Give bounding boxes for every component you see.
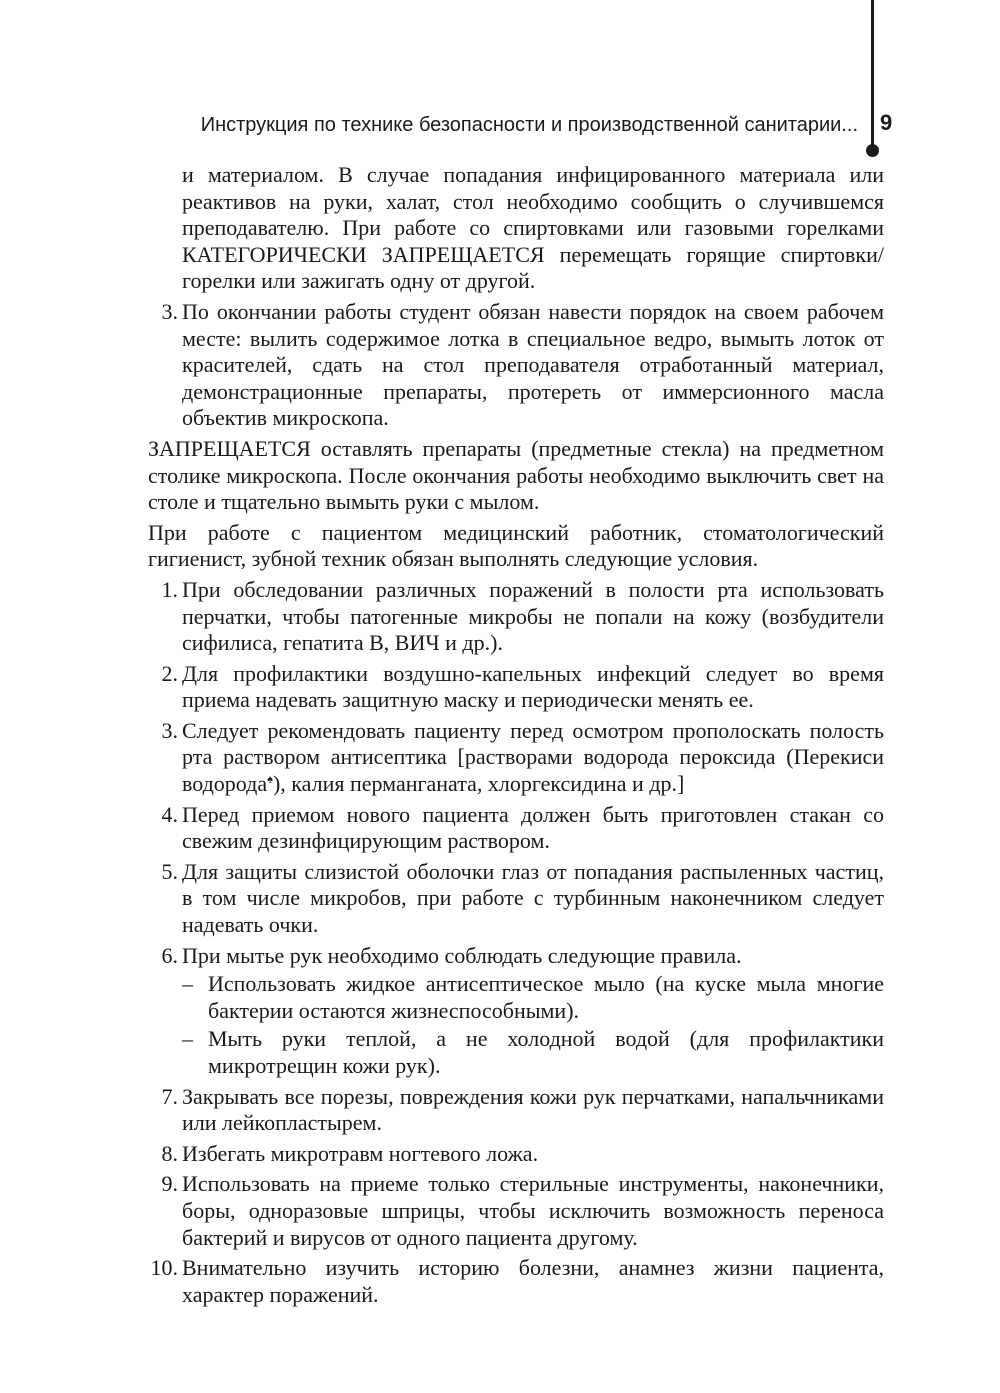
handwash-rule-1 xyxy=(148,971,884,1024)
list-number: 5. xyxy=(161,858,178,884)
list-text: Для защиты слизистой оболочки глаз от попадания распыленных частиц, в том числе микробов, при работе с турбинным наконечником следует надевать очки. xyxy=(182,858,884,938)
list-text: При мытье рук необходимо соблюдать следующие правила. xyxy=(182,942,742,968)
continuation-paragraph: и материалом. В случае попадания инфицированного материала или реактивов на руки, халат, стол необходимо сообщить о случившемся преподавателю. При работе со спиртовками или газовыми горелками КАТЕГОРИЧЕСКИ ЗАПРЕЩАЕТСЯ перемещать горящие спиртовки/горелки или зажигать одну от другой. xyxy=(182,162,884,294)
page-body xyxy=(148,162,884,1308)
page-number: 9 xyxy=(880,110,893,135)
list-text: Избегать микротравм ногтевого ложа. xyxy=(182,1140,539,1166)
list-text-after: ), калия перманганата, хлоргексидина и др.] xyxy=(272,771,685,797)
rule-item-4 xyxy=(148,802,884,855)
list-text: Использовать жидкое антисептическое мыло (на куске мыла многие бактерии остаются жизнеспособными). xyxy=(208,971,884,1023)
list-text: Мыть руки теплой, а не холодной водой (для профилактики микротрещин кожи рук). xyxy=(208,1026,884,1078)
running-title: Инструкция по технике безопасности и производственной санитарии... xyxy=(200,114,858,136)
list-number: 6. xyxy=(161,942,178,968)
rule-item-3 xyxy=(148,718,884,798)
rule-item-10 xyxy=(148,1255,884,1308)
list-text: Перед приемом нового пациента должен быть приготовлен стакан со свежим дезинфицирующим раствором. xyxy=(182,801,884,854)
list-number: 3. xyxy=(161,717,178,743)
list-number: 9. xyxy=(161,1171,178,1197)
page-marker-line xyxy=(871,0,874,148)
handwash-rule-2 xyxy=(148,1026,884,1079)
list-text: По окончании работы студент обязан навести порядок на своем рабочем месте: вылить содержимое лотка в специальное ведро, вымыть лоток от красителей, сдать на стол преподавателя отработанный материал, демонстрационные препараты, протереть от иммерсионного масла объектив микроскопа. xyxy=(182,298,884,431)
list-number: 2. xyxy=(161,660,178,686)
list-number: 8. xyxy=(161,1140,178,1166)
list-text: Внимательно изучить историю болезни, анамнез жизни пациента, характер поражений. xyxy=(182,1255,884,1307)
list-number: 3. xyxy=(161,298,178,324)
rule-item-7 xyxy=(148,1084,884,1137)
paragraph-patient-text: При работе с пациентом медицинский работник, стоматологический гигиенист, зубной техник обязан выполнять следующие условия. xyxy=(148,519,884,572)
drug-mark: ♠ xyxy=(267,773,273,786)
rule-item-8 xyxy=(148,1141,884,1168)
rule-item-6 xyxy=(148,943,884,970)
list-text: При обследовании различных поражений в полости рта использовать перчатки, чтобы патогенные микробы не попали на кожу (возбудители сифилиса, гепатита В, ВИЧ и др.). xyxy=(182,576,884,656)
rule-item-5 xyxy=(148,859,884,939)
list-number: 4. xyxy=(161,801,178,827)
list-number: 7. xyxy=(161,1083,178,1109)
page-marker-dot xyxy=(866,144,879,157)
rule-item-1 xyxy=(148,577,884,657)
paragraph-patient xyxy=(148,520,884,573)
list-number: 1. xyxy=(161,576,178,602)
rule-item-9 xyxy=(148,1171,884,1251)
list-text: Для профилактики воздушно-капельных инфекций следует во время приема надевать защитную маску и периодически менять ее. xyxy=(182,660,884,713)
dash-mark: – xyxy=(182,971,193,997)
paragraph-forbidden xyxy=(148,436,884,516)
list-text: Использовать на приеме только стерильные инструменты, наконечники, боры, одноразовые шприцы, чтобы исключить возможность переноса бактерий и вирусов от одного пациента другому. xyxy=(182,1171,884,1250)
list-text-before: Следует рекомендовать пациенту перед осмотром прополоскать полость рта раствором антисептика [растворами водорода пероксида (Перекиси водорода xyxy=(182,717,884,797)
rule-item-2 xyxy=(148,661,884,714)
dash-mark: – xyxy=(182,1026,193,1052)
list-text: Закрывать все порезы, повреждения кожи рук перчатками, напальчниками или лейкопластырем. xyxy=(182,1083,884,1136)
list-number: 10. xyxy=(150,1255,178,1281)
paragraph-forbidden-text: ЗАПРЕЩАЕТСЯ оставлять препараты (предметные стекла) на предметном столике микроскопа. После окончания работы необходимо выключить свет на столе и тщательно вымыть руки с мылом. xyxy=(148,435,884,515)
list-item-3-lab xyxy=(148,299,884,432)
